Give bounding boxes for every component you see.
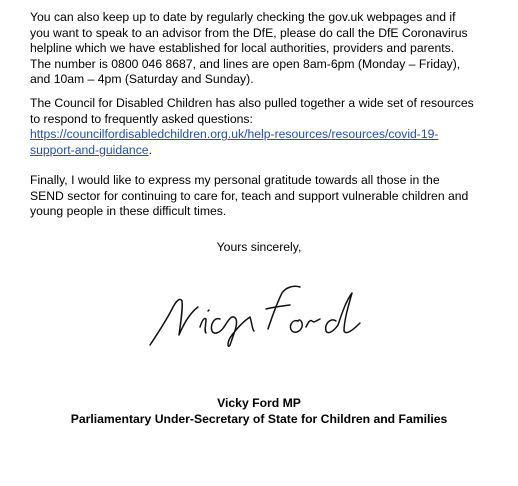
paragraph-line: You can also keep up to date by regularly checking the gov.uk webpages and if xyxy=(30,10,456,24)
resources-link[interactable]: https://councilfordisabledchildren.org.uk/help-resources/resources/covid-19- xyxy=(30,127,439,142)
paragraph-helpline xyxy=(30,10,500,88)
handwritten-signature xyxy=(148,283,368,349)
paragraph-line: helpline which we have established for local authorities, providers and parents. xyxy=(30,41,455,56)
paragraph-gratitude xyxy=(30,173,500,220)
resources-link-line xyxy=(30,127,500,143)
paragraph-line: to respond to frequently asked questions: xyxy=(30,111,253,126)
signatory-name: Vicky Ford MP xyxy=(217,396,301,410)
paragraph-line: The Council for Disabled Children has also pulled together a wide set of resources xyxy=(30,96,474,110)
signatory-title: Parliamentary Under-Secretary of State for Children and Families xyxy=(70,412,448,426)
paragraph-line: you want to speak to an advisor from the DfE, please do call the DfE Coronavirus xyxy=(30,25,468,40)
paragraph-resources xyxy=(30,96,500,158)
paragraph-line: Finally, I would like to express my personal gratitude towards all those in the xyxy=(30,173,440,187)
paragraph-line: The number is 0800 046 8687, and lines are open 8am-6pm (Monday – Friday), xyxy=(30,56,461,71)
resources-link-continued[interactable]: support-and-guidance xyxy=(30,142,149,157)
closing-salutation: Yours sincerely, xyxy=(216,240,302,254)
paragraph-line: young people in these difficult times. xyxy=(30,204,227,219)
resources-link-line xyxy=(30,143,500,159)
paragraph-line: and 10am – 4pm (Saturday and Sunday). xyxy=(30,72,254,87)
paragraph-line: SEND sector for continuing to care for, teach and support vulnerable children and xyxy=(30,188,469,203)
link-period: . xyxy=(148,142,152,157)
